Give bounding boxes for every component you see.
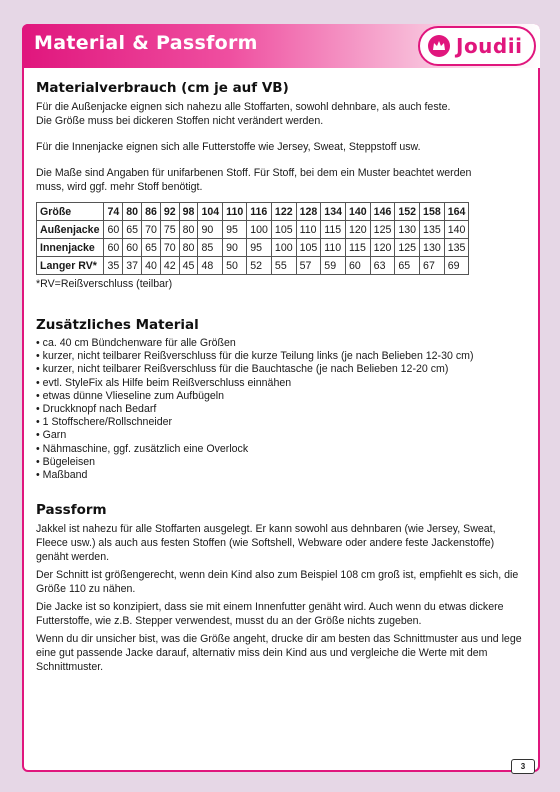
crown-icon <box>428 35 450 57</box>
table-row-label: Größe <box>37 203 104 221</box>
table-cell: 60 <box>345 257 370 275</box>
table-cell: 70 <box>142 221 161 239</box>
table-cell: 45 <box>179 257 198 275</box>
logo-text: Joudii <box>456 34 523 58</box>
material-paragraph: Die Maße sind Angaben für unifarbenen Stoff. Für Stoff, bei dem ein Muster beachtet werden <box>36 167 472 179</box>
list-item: • evtl. StyleFix als Hilfe beim Reißverschluss einnähen <box>36 377 526 390</box>
table-row <box>37 239 469 257</box>
list-item: • Garn <box>36 429 526 442</box>
list-item: • etwas dünne Vlieseline zum Aufbügeln <box>36 390 526 403</box>
table-cell: 100 <box>247 221 272 239</box>
list-item: • Bügeleisen <box>36 456 526 469</box>
fit-paragraph: Jakkel ist nahezu für alle Stoffarten ausgelegt. Er kann sowohl aus dehnbaren (wie Jersey, Sweat, Fleece usw.) als auch aus festen Stoffen (wie Softshell, Webware oder andere feste Jackenstoffe) genäht werden. <box>36 523 496 564</box>
material-paragraph: Für die Außenjacke eignen sich nahezu alle Stoffarten, sowohl dehnbare, als auch feste. <box>36 101 451 113</box>
table-cell: 120 <box>370 239 395 257</box>
list-item: • kurzer, nicht teilbarer Reißverschluss für die kurze Teilung links (je nach Belieben 12-30 cm) <box>36 350 526 363</box>
page-title: Material & Passform <box>34 32 258 54</box>
table-row <box>37 257 469 275</box>
table-cell: 80 <box>179 239 198 257</box>
table-cell: 92 <box>160 203 179 221</box>
table-cell: 60 <box>123 239 142 257</box>
table-cell: 86 <box>142 203 161 221</box>
list-item: • 1 Stoffschere/Rollschneider <box>36 416 526 429</box>
table-cell: 125 <box>370 221 395 239</box>
table-cell: 158 <box>420 203 445 221</box>
section-title-fit: Passform <box>36 502 107 519</box>
table-cell: 125 <box>395 239 420 257</box>
table-cell: 140 <box>345 203 370 221</box>
table-cell: 74 <box>104 203 123 221</box>
table-cell: 95 <box>223 221 247 239</box>
table-cell: 115 <box>345 239 370 257</box>
material-paragraph: Für die Innenjacke eignen sich alle Futterstoffe wie Jersey, Sweat, Steppstoff usw. <box>36 141 421 153</box>
table-cell: 65 <box>142 239 161 257</box>
table-cell: 104 <box>198 203 223 221</box>
table-cell: 122 <box>271 203 296 221</box>
table-cell: 80 <box>179 221 198 239</box>
table-cell: 90 <box>198 221 223 239</box>
table-cell: 57 <box>296 257 321 275</box>
table-cell: 90 <box>223 239 247 257</box>
table-cell: 67 <box>420 257 445 275</box>
table-cell: 63 <box>370 257 395 275</box>
table-cell: 60 <box>104 221 123 239</box>
table-cell: 65 <box>123 221 142 239</box>
brand-logo <box>418 26 536 66</box>
fabric-consumption-table <box>36 202 469 275</box>
table-cell: 134 <box>321 203 346 221</box>
table-cell: 48 <box>198 257 223 275</box>
table-cell: 116 <box>247 203 272 221</box>
list-item: • ca. 40 cm Bündchenware für alle Größen <box>36 337 526 350</box>
material-paragraph: muss, wird ggf. mehr Stoff benötigt. <box>36 181 203 193</box>
table-cell: 130 <box>420 239 445 257</box>
material-paragraph: Die Größe muss bei dickeren Stoffen nicht verändert werden. <box>36 115 324 127</box>
table-cell: 140 <box>444 221 469 239</box>
section-title-material: Materialverbrauch (cm je auf VB) <box>36 80 289 96</box>
fit-paragraph: Wenn du dir unsicher bist, was die Größe angeht, drucke dir am besten das Schnittmuster aus und lege eine gut passende Jacke darauf, alternativ miss dein Kind aus und vergleiche die Werte mit dem Schnittmuster. <box>36 633 522 674</box>
table-cell: 110 <box>223 203 247 221</box>
table-cell: 105 <box>296 239 321 257</box>
table-footnote: *RV=Reißverschluss (teilbar) <box>36 278 173 290</box>
table-cell: 80 <box>123 203 142 221</box>
table-cell: 50 <box>223 257 247 275</box>
table-header-row <box>37 203 469 221</box>
section-title-extra: Zusätzliches Material <box>36 317 199 333</box>
table-cell: 128 <box>296 203 321 221</box>
table-row-label: Außenjacke <box>37 221 104 239</box>
list-item: • Nähmaschine, ggf. zusätzlich eine Overlock <box>36 443 526 456</box>
extra-material-list <box>36 337 526 482</box>
page-number: 3 <box>511 759 535 774</box>
table-cell: 164 <box>444 203 469 221</box>
table-cell: 40 <box>142 257 161 275</box>
table-cell: 95 <box>247 239 272 257</box>
table-cell: 59 <box>321 257 346 275</box>
table-cell: 55 <box>271 257 296 275</box>
table-cell: 115 <box>321 221 346 239</box>
table-cell: 152 <box>395 203 420 221</box>
table-cell: 65 <box>395 257 420 275</box>
table-cell: 100 <box>271 239 296 257</box>
table-cell: 110 <box>321 239 346 257</box>
table-cell: 135 <box>420 221 445 239</box>
table-cell: 35 <box>104 257 123 275</box>
main-content <box>36 80 526 674</box>
table-cell: 60 <box>104 239 123 257</box>
table-cell: 110 <box>296 221 321 239</box>
fit-paragraph: Die Jacke ist so konzipiert, dass sie mit einem Innenfutter genäht wird. Auch wenn du etwas dickere Futterstoffe, wie z.B. Stepper verwendest, musst du an der Größe nichts zugeben. <box>36 601 504 628</box>
table-row-label: Langer RV* <box>37 257 104 275</box>
table-cell: 85 <box>198 239 223 257</box>
table-cell: 135 <box>444 239 469 257</box>
fit-paragraph: Der Schnitt ist größengerecht, wenn dein Kind also zum Beispiel 108 cm groß ist, empfiehlt es sich, die Größe 110 zu nähen. <box>36 569 519 596</box>
table-cell: 146 <box>370 203 395 221</box>
table-cell: 69 <box>444 257 469 275</box>
table-row-label: Innenjacke <box>37 239 104 257</box>
list-item: • Druckknopf nach Bedarf <box>36 403 526 416</box>
table-cell: 52 <box>247 257 272 275</box>
table-cell: 98 <box>179 203 198 221</box>
table-cell: 42 <box>160 257 179 275</box>
table-row <box>37 221 469 239</box>
table-cell: 130 <box>395 221 420 239</box>
table-cell: 75 <box>160 221 179 239</box>
table-cell: 105 <box>271 221 296 239</box>
table-cell: 70 <box>160 239 179 257</box>
table-cell: 37 <box>123 257 142 275</box>
list-item: • Maßband <box>36 469 526 482</box>
list-item: • kurzer, nicht teilbarer Reißverschluss für die Bauchtasche (je nach Belieben 12-20 cm) <box>36 363 526 376</box>
table-cell: 120 <box>345 221 370 239</box>
